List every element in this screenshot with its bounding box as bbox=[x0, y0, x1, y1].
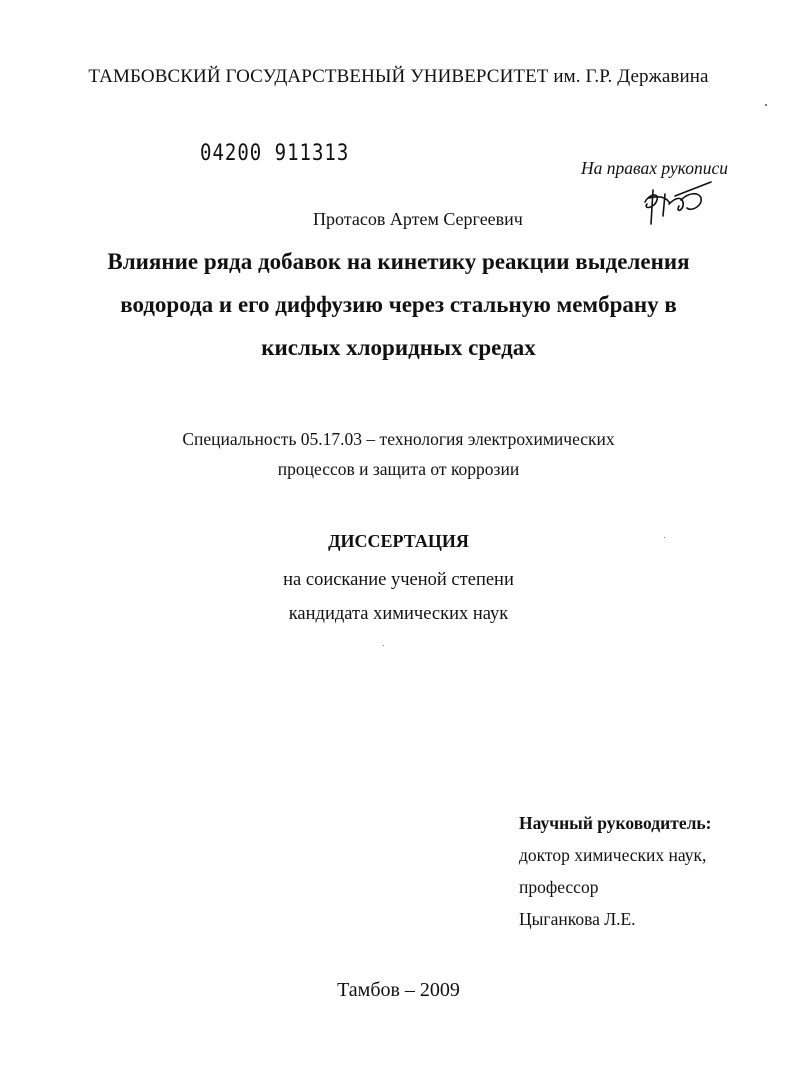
degree-block bbox=[0, 563, 797, 631]
university-name: ТАМБОВСКИЙ ГОСУДАРСТВЕНЫЙ УНИВЕРСИТЕТ им. Г.Р. Державина bbox=[88, 66, 709, 87]
title-line: Влияние ряда добавок на кинетику реакции выделения bbox=[107, 249, 690, 274]
supervisor-label: Научный руководитель: bbox=[519, 813, 712, 833]
registration-code-stamp: 04200 911313 bbox=[200, 140, 350, 166]
supervisor-block bbox=[519, 807, 712, 935]
title-line: водорода и его диффузию через стальную мембрану в bbox=[120, 292, 677, 317]
scan-speck bbox=[664, 537, 665, 538]
city-year: Тамбов – 2009 bbox=[337, 979, 460, 1001]
supervisor-position: профессор bbox=[519, 877, 599, 897]
scan-speck bbox=[383, 645, 384, 646]
supervisor-degree: доктор химических наук, bbox=[519, 845, 707, 865]
degree-line: на соискание ученой степени bbox=[283, 570, 514, 590]
supervisor-name: Цыганкова Л.Е. bbox=[519, 909, 636, 929]
degree-line: кандидата химических наук bbox=[288, 604, 509, 624]
specialty-block bbox=[0, 424, 797, 484]
specialty-line: процессов и защита от коррозии bbox=[277, 459, 520, 479]
specialty-line: Специальность 05.17.03 – технология электрохимических bbox=[182, 429, 615, 449]
author-name: Протасов Артем Сергеевич bbox=[313, 209, 523, 229]
dissertation-heading: ДИССЕРТАЦИЯ bbox=[328, 531, 469, 551]
signature-icon bbox=[635, 180, 715, 228]
manuscript-rights-note: На правах рукописи bbox=[581, 158, 728, 178]
title-line: кислых хлоридных средах bbox=[261, 335, 536, 360]
scan-speck bbox=[765, 104, 767, 106]
dissertation-title bbox=[0, 240, 797, 369]
